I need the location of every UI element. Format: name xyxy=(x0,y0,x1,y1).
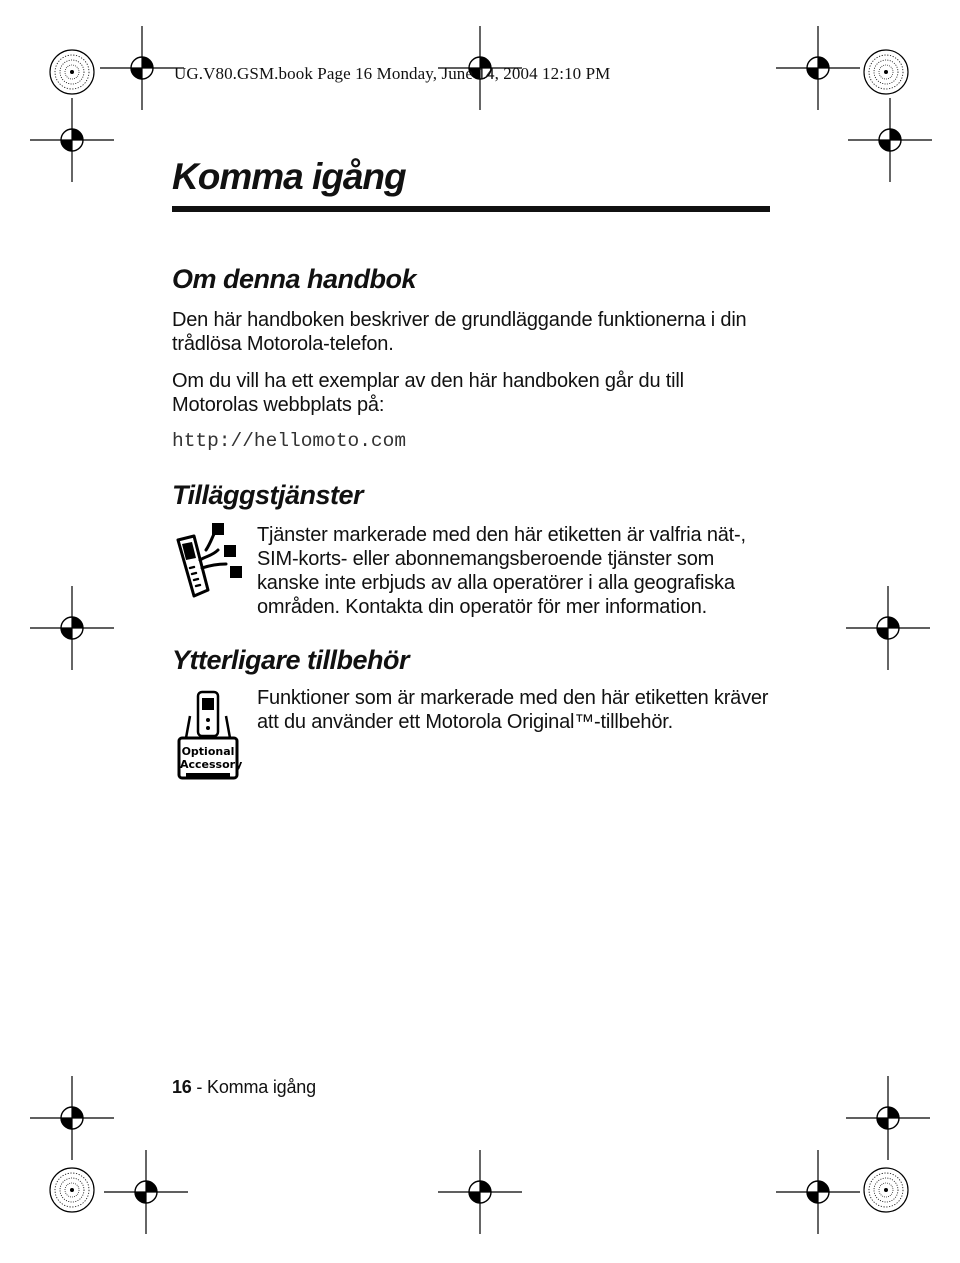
crosshair-icon xyxy=(846,586,930,670)
crosshair-icon xyxy=(848,98,932,182)
accessory-label-line1: Optional xyxy=(181,745,235,758)
footer-section: Komma igång xyxy=(207,1077,316,1097)
crosshair-icon xyxy=(30,1076,114,1160)
optional-accessories-text: Funktioner som är markerade med den här etiketten kräver att du använder ett Motorola Original™-tillbehör. xyxy=(257,687,769,733)
crosshair-icon xyxy=(30,98,114,182)
optional-services-heading: Tilläggstjänster xyxy=(172,480,364,510)
star-target-icon xyxy=(864,50,908,94)
crosshair-icon xyxy=(846,1076,930,1160)
chapter-title: Komma igång xyxy=(172,156,406,197)
crosshair-icon xyxy=(100,26,184,110)
network-phone-icon xyxy=(172,520,252,602)
star-target-icon xyxy=(864,1168,908,1212)
crosshair-icon xyxy=(776,26,860,110)
star-target-icon xyxy=(50,50,94,94)
crosshair-icon xyxy=(438,1150,522,1234)
about-paragraph-web: Om du vill ha ett exemplar av den här handboken går du till Motorolas webbplats på: xyxy=(172,370,684,416)
optional-accessory-icon xyxy=(176,688,243,782)
optional-services-text: Tjänster markerade med den här etiketten är valfria nät-, SIM-korts- eller abonnemangsberoende tjänster som kanske inte erbjuds av alla operatörer i alla geografiska områden. Kontakta din operatör för mer information. xyxy=(257,524,746,618)
accessory-label-line2: Accessory xyxy=(180,758,243,771)
chapter-rule xyxy=(172,206,770,212)
website-url[interactable]: http://hellomoto.com xyxy=(172,430,407,452)
page-number: 16 xyxy=(172,1077,192,1097)
crosshair-icon xyxy=(30,586,114,670)
crosshair-icon xyxy=(776,1150,860,1234)
optional-accessories-heading: Ytterligare tillbehör xyxy=(172,645,410,675)
crosshair-icon xyxy=(104,1150,188,1234)
page-footer xyxy=(172,1077,316,1098)
print-header: UG.V80.GSM.book Page 16 Monday, June 14, 2004 12:10 PM xyxy=(174,64,611,83)
star-target-icon xyxy=(50,1168,94,1212)
footer-separator: - xyxy=(191,1077,208,1097)
about-paragraph: Den här handboken beskriver de grundläggande funktionerna i din trådlösa Motorola-telefon. xyxy=(172,309,747,355)
about-heading: Om denna handbok xyxy=(172,264,417,294)
